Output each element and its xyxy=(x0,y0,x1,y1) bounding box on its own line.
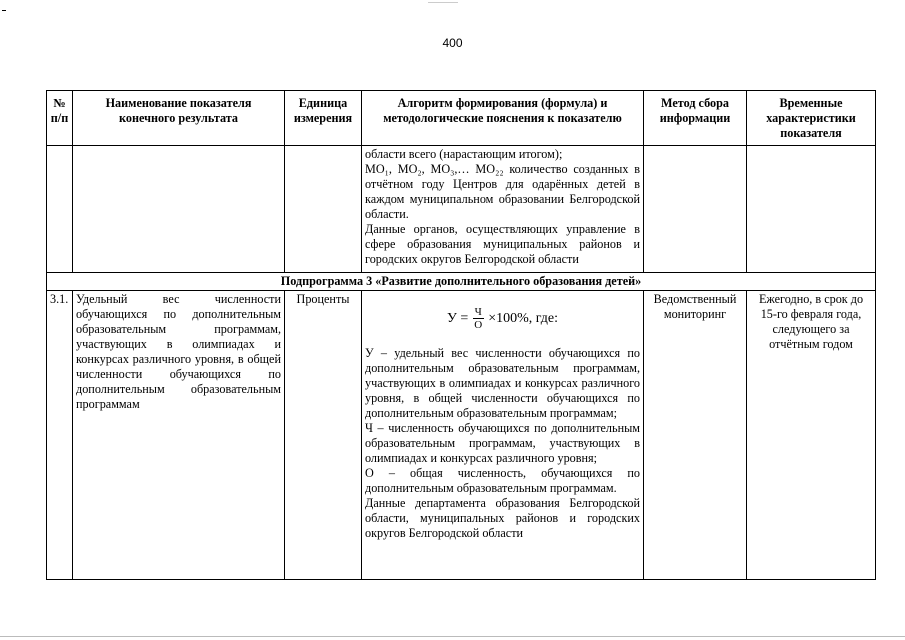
cell-empty xyxy=(73,146,285,273)
indicator-name: Удельный вес численности обучающихся по дополнительным образовательным программам, участвующих в олимпиадах и конкурсах различного уровня, в общей численности обучающихся по дополнительным образовательным программам xyxy=(73,291,285,580)
indicators-table xyxy=(46,90,876,580)
table-header-row xyxy=(47,91,876,146)
continuation-row xyxy=(47,146,876,273)
formula-numerator: Ч xyxy=(474,305,482,318)
scan-edge xyxy=(0,636,905,637)
formula-lhs: У = xyxy=(446,310,469,326)
indicator-method: Ведомственный мониторинг xyxy=(644,291,747,580)
explanation-line: У – удельный вес численности обучающихся по дополнительным образовательным программам, участвующих в олимпиадах и конкурсах различного уровня, в общей численности обучающихся по дополнительным образовательным программам; xyxy=(365,346,640,420)
cell-empty xyxy=(747,146,876,273)
subprogram-row xyxy=(47,273,876,291)
header-unit: Единица измерения xyxy=(285,91,362,146)
header-method: Метод сбора информации xyxy=(644,91,747,146)
continuation-line: Данные органов, осуществляющих управление в сфере образования муниципальных районов и городских округов Белгородской области xyxy=(365,222,640,266)
header-timing: Временные характеристики показателя xyxy=(747,91,876,146)
formula-rhs: ×100%, где: xyxy=(488,310,559,326)
table-row xyxy=(47,291,876,580)
header-algorithm: Алгоритм формирования (формула) и методологические пояснения к показателю xyxy=(362,91,644,146)
row-number: 3.1. xyxy=(47,291,73,580)
subprogram-title: Подпрограмма 3 «Развитие дополнительного образования детей» xyxy=(47,273,876,291)
scan-mark xyxy=(428,2,458,3)
indicator-unit: Проценты xyxy=(285,291,362,580)
indicator-timing: Ежегодно, в срок до 15-го февраля года, следующего за отчётным годом xyxy=(747,291,876,580)
continuation-algorithm xyxy=(362,146,644,273)
page-number: 400 xyxy=(442,36,463,50)
scan-mark xyxy=(2,10,6,11)
explanation-line: О – общая численность, обучающихся по дополнительным образовательным программам. xyxy=(365,466,640,495)
header-num: № п/п xyxy=(47,91,73,146)
cell-empty xyxy=(644,146,747,273)
explanation-line: Ч – численность обучающихся по дополнительным образовательным программам, участвующих в олимпиадах и конкурсах различного уровня; xyxy=(365,421,640,465)
continuation-line: МО₁, МО₂, МО₃,… МО₂₂ количество созданных в отчётном году Центров для одарённых детей в каждом муниципальном образовании Белгородской области. xyxy=(365,162,640,221)
explanation-line: Данные департамента образования Белгородской области, муниципальных районов и городских округов Белгородской области xyxy=(365,496,640,540)
formula-fraction xyxy=(472,306,484,331)
formula xyxy=(365,300,640,336)
cell-empty xyxy=(47,146,73,273)
cell-empty xyxy=(285,146,362,273)
header-name: Наименование показателя конечного результата xyxy=(73,91,285,146)
continuation-line: области всего (нарастающим итогом); xyxy=(365,147,563,161)
indicator-algorithm xyxy=(362,291,644,580)
formula-denominator: О xyxy=(474,318,483,331)
